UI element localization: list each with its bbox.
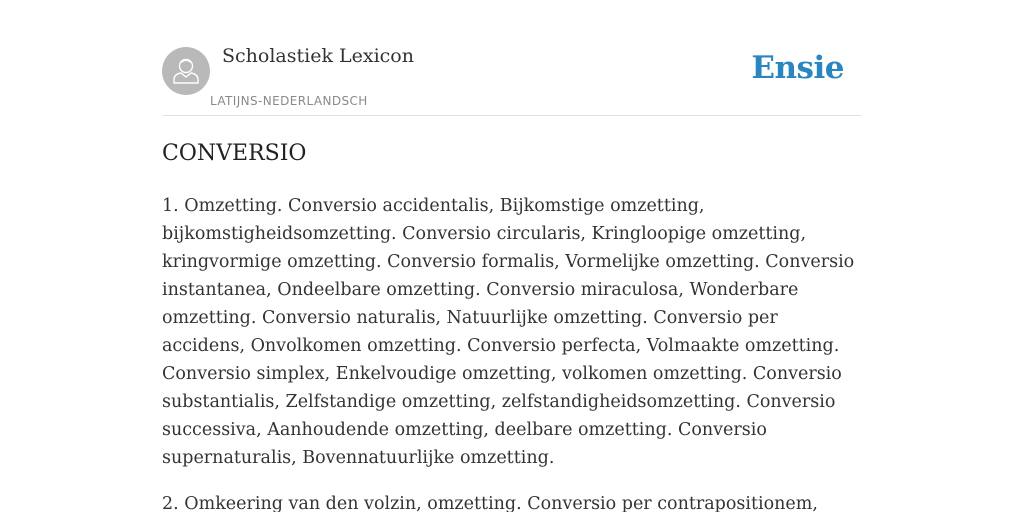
- entry-header: [162, 0, 862, 116]
- source-label[interactable]: LATIJNS-NEDERLANDSCH: [210, 94, 368, 108]
- entry-title: CONVERSIO: [162, 141, 307, 166]
- entry-paragraph: 1. Omzetting. Conversio accidentalis, Bijkomstige omzetting, bijkomstigheidsomzetting. Conversio circularis, Kringloopige omzetting, kringvormige omzetting. Conversio formalis, Vormelijke omzetting. Conversio instantanea, Ondeelbare omzetting. Conversio miraculosa, Wonderbare omzetting. Conversio naturalis, Natuurlijke omzetting. Conversio per accidens, Onvolkomen omzetting. Conversio perfecta, Volmaakte omzetting. Conversio simplex, Enkelvoudige omzetting, volkomen omzetting. Conversio substantialis, Zelfstandige omzetting, zelfstandigheidsomzetting. Conversio successiva, Aanhoudende omzetting, deelbare omzetting. Conversio supernaturalis, Bovennatuurlijke omzetting.: [162, 196, 855, 468]
- ensie-logo[interactable]: Ensie: [751, 50, 844, 86]
- author-name[interactable]: Scholastiek Lexicon: [222, 45, 414, 67]
- user-icon: [162, 47, 210, 95]
- entry-content: [162, 138, 862, 512]
- entry-paragraph: 2. Omkeering van den volzin, omzetting. Conversio per contrapositionem,: [162, 494, 818, 512]
- avatar[interactable]: [162, 47, 210, 95]
